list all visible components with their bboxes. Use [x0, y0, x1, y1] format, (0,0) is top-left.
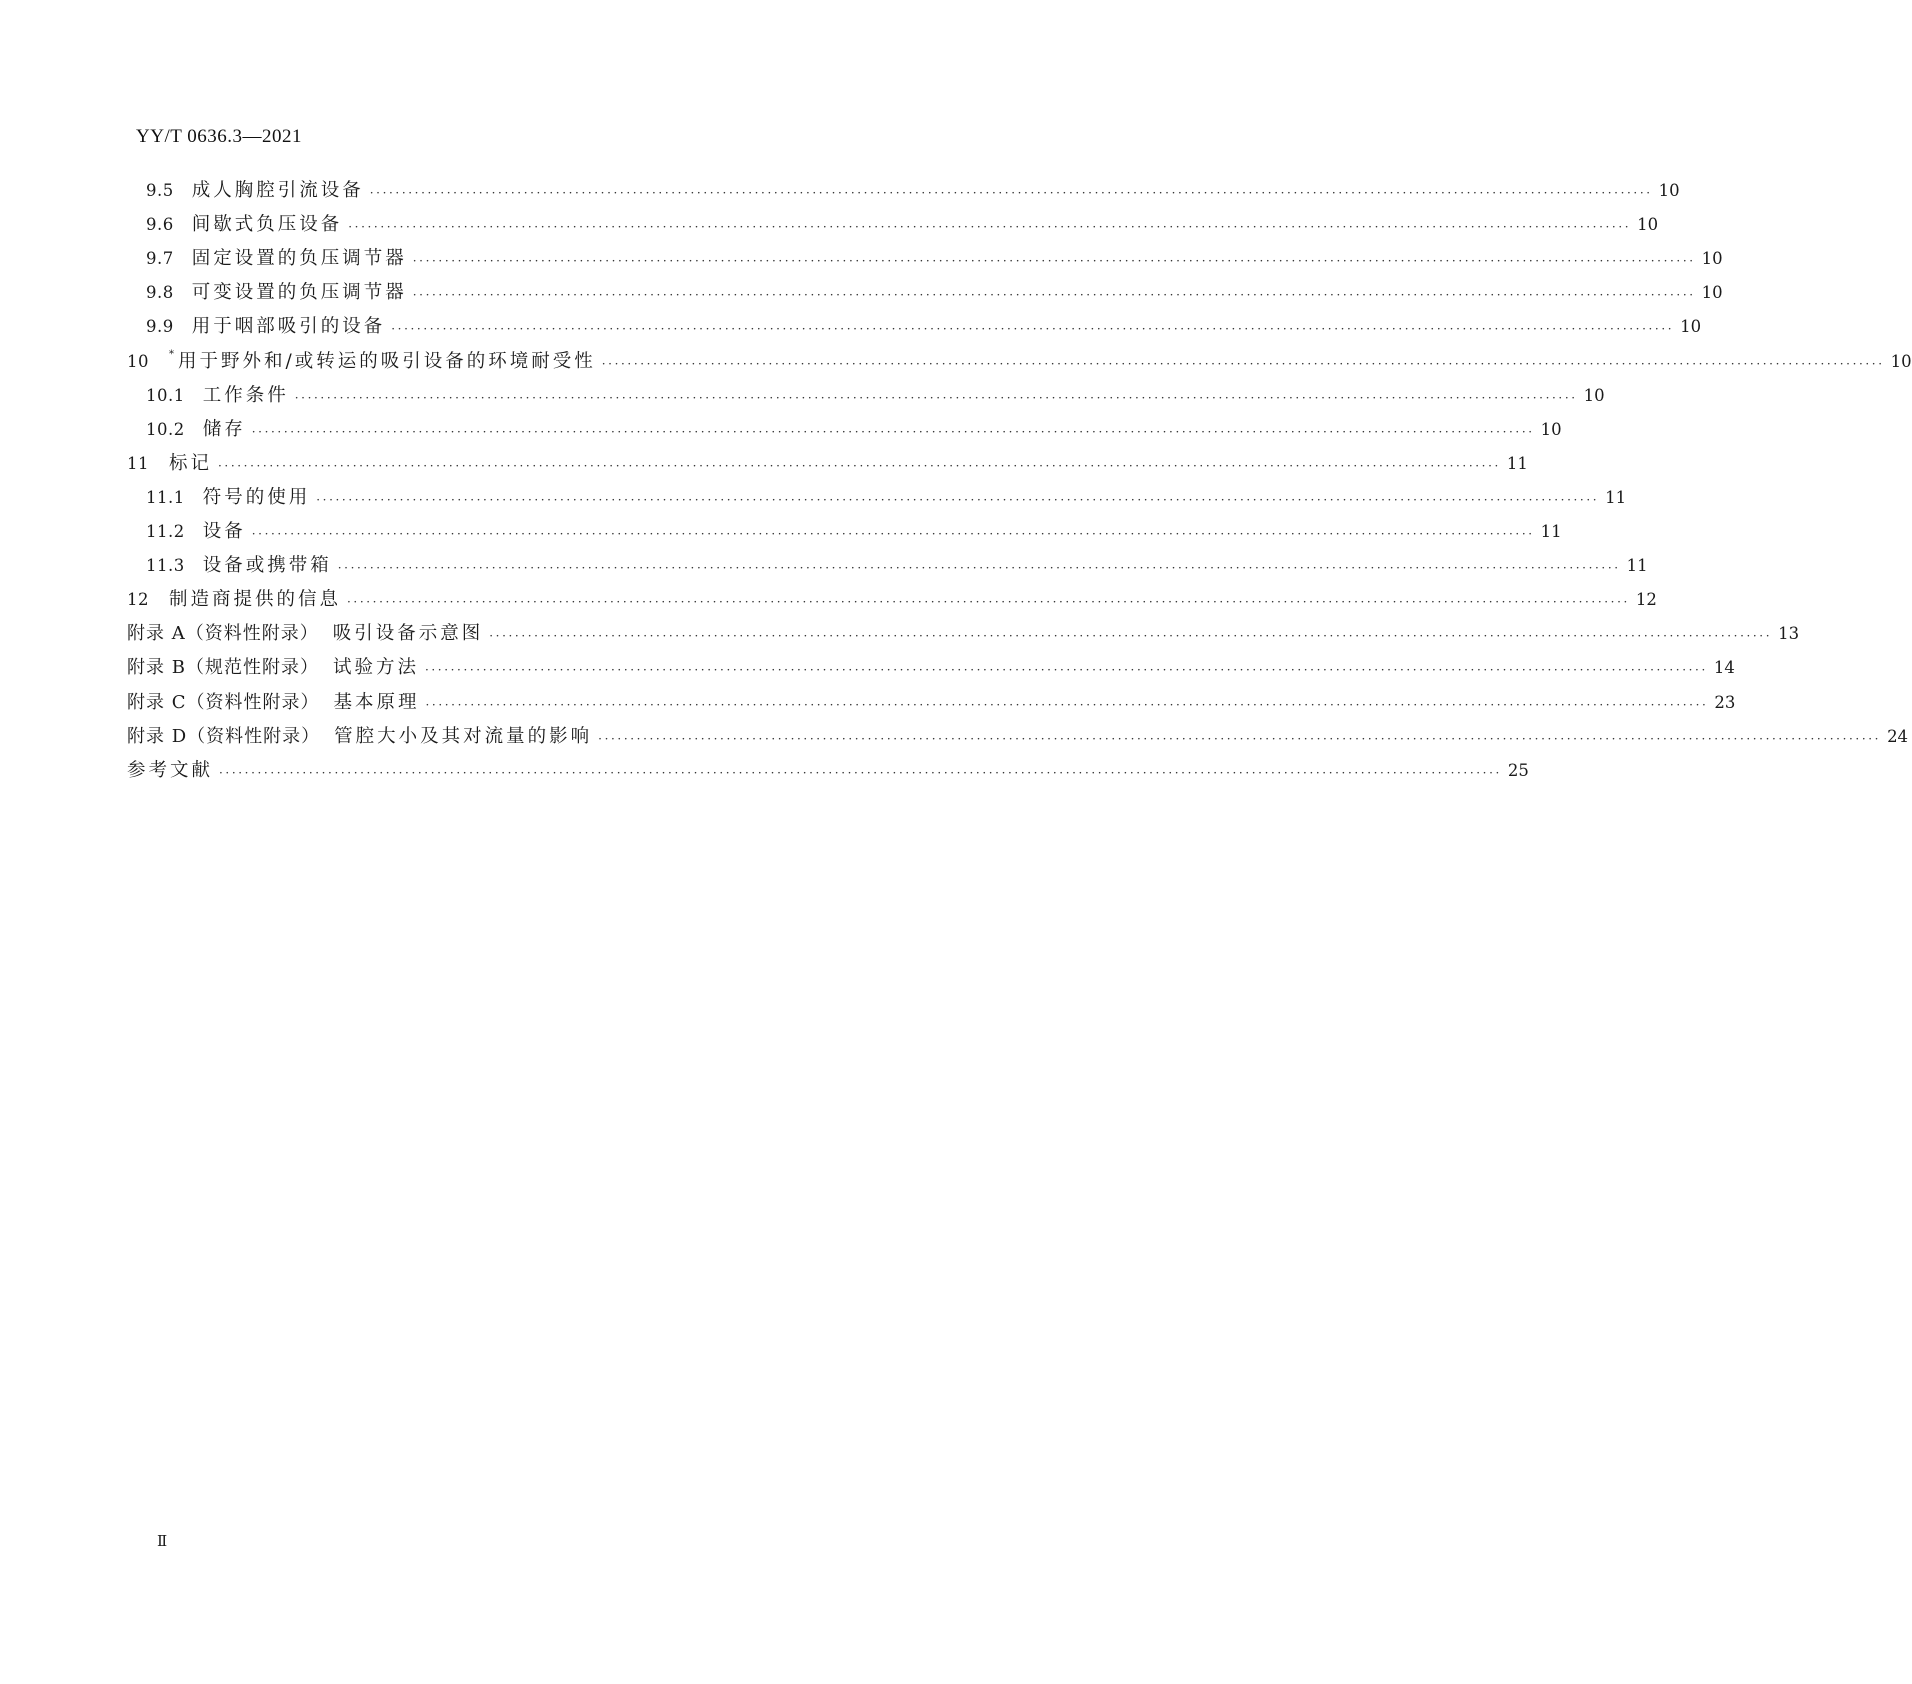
toc-entry-title: 间歇式负压设备: [191, 214, 343, 236]
toc-entry-page: 10: [1701, 249, 1723, 269]
toc-entry-page: 13: [1778, 624, 1800, 644]
toc-entry-title: 设备或携带箱: [202, 555, 332, 577]
toc-entry[interactable]: [127, 689, 1736, 717]
toc-entry[interactable]: [146, 552, 1648, 580]
toc-entry[interactable]: [127, 723, 1909, 751]
toc-leader-dots: ········································································································································································································: [369, 186, 1653, 200]
toc-entry[interactable]: [127, 620, 1800, 648]
page-number: Ⅱ: [157, 1532, 169, 1550]
toc-entry-page: 24: [1887, 726, 1909, 746]
toc-entry-page: 12: [1635, 590, 1657, 610]
toc-entry-title: 基本原理: [333, 691, 420, 713]
toc-leader-dots: ········································································································································································································: [294, 390, 1578, 405]
toc-entry-page: 10: [1658, 181, 1680, 200]
toc-entry-number: 9.9: [146, 317, 174, 337]
toc-leader-dots: ········································································································································································································: [337, 561, 1621, 576]
toc-entry-number: 附录 B（规范性附录）: [127, 657, 319, 679]
toc-entry-title: 用于野外和/或转运的吸引设备的环境耐受性: [178, 350, 596, 372]
toc-leader-dots: ········································································································································································································: [347, 595, 1630, 610]
toc-entry[interactable]: [127, 654, 1735, 682]
toc-entry-title: 试验方法: [332, 657, 419, 679]
toc-leader-dots: ········································································································································································································: [601, 356, 1885, 371]
toc-entry-page: 10: [1637, 215, 1659, 235]
toc-entry[interactable]: [127, 757, 1529, 785]
toc-leader-dots: ········································································································································································································: [348, 220, 1632, 235]
toc-entry[interactable]: [146, 518, 1562, 546]
toc-entry-page: 10: [1680, 317, 1702, 337]
toc-entry[interactable]: [146, 313, 1702, 341]
toc-entry-title: 固定设置的负压调节器: [191, 248, 407, 270]
toc-entry-number: 9.6: [146, 215, 174, 235]
toc-entry-number: 11: [127, 453, 149, 473]
toc-entry-page: 11: [1605, 487, 1627, 507]
toc-entry[interactable]: [127, 348, 1912, 376]
toc-entry-page: 10: [1540, 419, 1562, 439]
toc-leader-dots: ········································································································································································································: [218, 458, 1501, 473]
toc-entry-number: 11.2: [146, 522, 185, 541]
toc-entry-number: 10.2: [146, 419, 185, 439]
toc-entry-page: 14: [1713, 658, 1735, 678]
toc-entry[interactable]: [146, 279, 1723, 307]
toc-leader-dots: ········································································································································································································: [412, 288, 1696, 303]
toc-entry-page: 23: [1714, 692, 1736, 712]
toc-entry-title: 成人胸腔引流设备: [191, 180, 364, 201]
document-code: YY/T 0636.3—2021: [136, 126, 302, 147]
toc-entry[interactable]: [146, 382, 1605, 410]
toc-entry-page: 10: [1701, 283, 1723, 303]
toc-entry-number: 9.7: [146, 249, 174, 269]
toc-entry-title: 参考文献: [127, 759, 214, 781]
toc-leader-dots: ········································································································································································································: [489, 629, 1773, 644]
toc-entry[interactable]: [146, 245, 1723, 273]
toc-entry[interactable]: [146, 416, 1562, 444]
toc-entry-number: 9.5: [146, 181, 174, 200]
toc-entry[interactable]: [146, 177, 1680, 205]
toc-leader-dots: ········································································································································································································: [412, 254, 1696, 269]
toc-leader-dots: ········································································································································································································: [219, 765, 1502, 780]
toc-entry-title: 用于咽部吸引的设备: [191, 316, 386, 338]
toc-entry-title: 工作条件: [202, 384, 289, 406]
toc-entry-page: 11: [1506, 453, 1528, 473]
toc-entry-title: 制造商提供的信息: [169, 589, 342, 611]
toc-entry-title: 吸引设备示意图: [332, 623, 484, 645]
toc-leader-dots: ········································································································································································································: [391, 322, 1675, 337]
toc-entry-title: 符号的使用: [202, 486, 311, 508]
toc-leader-dots: ········································································································································································································: [316, 492, 1600, 507]
toc-entry-page: 10: [1583, 385, 1605, 405]
toc-entry-title: 设备: [202, 521, 246, 542]
toc-entry-title: 可变设置的负压调节器: [191, 282, 407, 304]
toc-entry-number: 11.3: [146, 556, 185, 576]
toc-entry[interactable]: [127, 586, 1657, 614]
toc-entry-page: 11: [1626, 556, 1648, 576]
toc-entry[interactable]: [127, 450, 1528, 478]
toc-entry-number: 10.1: [146, 385, 185, 405]
toc-entry-mark: *: [169, 348, 174, 360]
toc-entry-number: 10: [127, 351, 149, 371]
toc-entry-title: 标记: [169, 452, 213, 474]
toc-entry-page: 25: [1507, 760, 1529, 780]
toc-entry-number: 附录 D（资料性附录）: [127, 725, 321, 747]
toc-entry-number: 12: [127, 590, 149, 610]
toc-leader-dots: ········································································································································································································: [251, 424, 1535, 439]
toc-leader-dots: ········································································································································································································: [598, 731, 1882, 746]
toc-entry-page: 11: [1540, 522, 1562, 541]
toc-entry-page: 10: [1890, 351, 1912, 371]
toc-entry-title: 储存: [202, 418, 246, 440]
toc-leader-dots: ········································································································································································································: [425, 697, 1709, 712]
toc-entry[interactable]: [146, 484, 1627, 512]
toc-entry-number: 附录 C（资料性附录）: [127, 691, 320, 713]
toc-entry-number: 11.1: [146, 487, 185, 507]
toc-leader-dots: ········································································································································································································: [424, 663, 1708, 678]
toc-entry-number: 附录 A（资料性附录）: [127, 623, 319, 645]
toc-leader-dots: ········································································································································································································: [251, 527, 1535, 541]
toc-entry-number: 9.8: [146, 283, 174, 303]
toc-entry-title: 管腔大小及其对流量的影响: [334, 725, 593, 747]
toc-entry[interactable]: [146, 211, 1659, 239]
